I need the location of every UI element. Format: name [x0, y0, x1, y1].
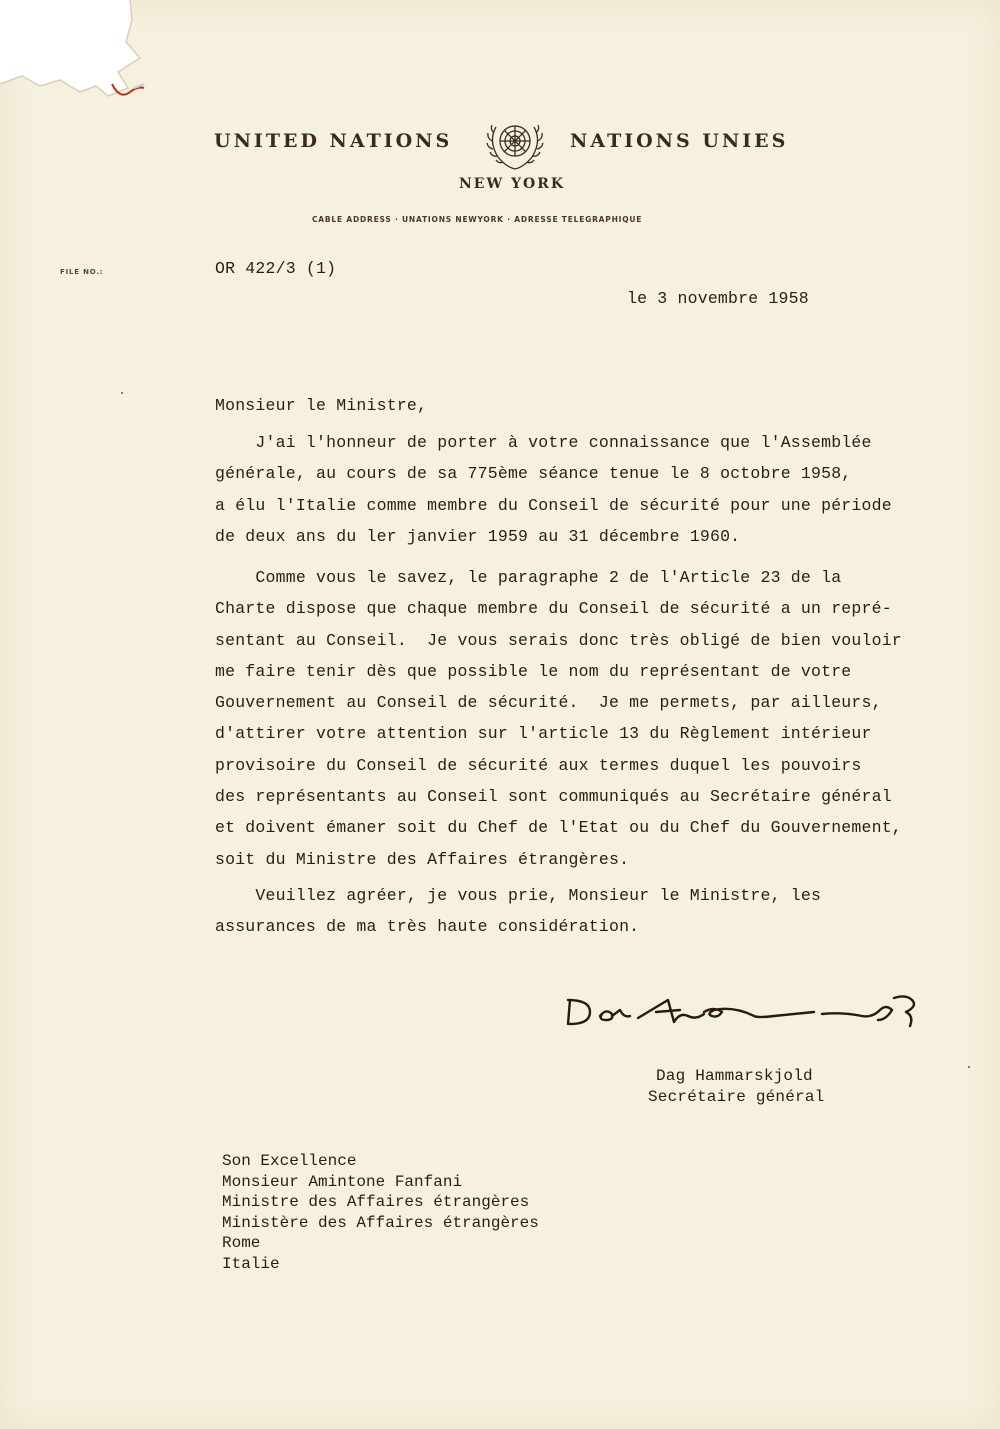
file-number-label: FILE NO.:: [60, 268, 104, 276]
paragraph-line: sentant au Conseil. Je vous serais donc très obligé de bien vouloir: [215, 630, 902, 650]
letterhead-city: NEW YORK: [459, 176, 566, 192]
signatory-title: Secrétaire général: [648, 1088, 825, 1106]
paragraph-line: et doivent émaner soit du Chef de l'Etat ou du Chef du Gouvernement,: [215, 818, 902, 838]
recipient-address: [222, 1151, 539, 1275]
signatory-name: Dag Hammarskjold: [656, 1067, 813, 1085]
paper-speck: [968, 1066, 970, 1068]
letterhead-cable-address: CABLE ADDRESS · UNATIONS NEWYORK · ADRESSE TELEGRAPHIQUE: [312, 215, 643, 224]
paragraph-line: générale, au cours de sa 775ème séance tenue le 8 octobre 1958,: [215, 464, 852, 484]
address-line: Son Excellence: [222, 1152, 357, 1170]
paragraph-line: Charte dispose que chaque membre du Conseil de sécurité a un repré-: [215, 599, 892, 619]
paragraph-line: de deux ans du ler janvier 1959 au 31 décembre 1960.: [215, 526, 741, 546]
paragraph-line: Comme vous le savez, le paragraphe 2 de l'Article 23 de la: [215, 568, 842, 587]
paper-speck: [121, 392, 123, 394]
address-line: Ministre des Affaires étrangères: [222, 1193, 530, 1212]
paragraph-representative-request: [215, 562, 902, 875]
salutation: Monsieur le Ministre,: [215, 396, 428, 415]
paragraph-line: Gouvernement au Conseil de sécurité. Je me permets, par ailleurs,: [215, 693, 882, 713]
paragraph-line: des représentants au Conseil sont communiqués au Secrétaire général: [215, 787, 892, 807]
address-line: Rome: [222, 1234, 261, 1253]
paragraph-line: a élu l'Italie comme membre du Conseil de sécurité pour une période: [215, 495, 892, 515]
paragraph-line: assurances de ma très haute considération.: [215, 917, 640, 937]
paragraph-line: Veuillez agréer, je vous prie, Monsieur le Ministre, les: [215, 886, 822, 905]
paragraph-line: soit du Ministre des Affaires étrangères.: [215, 849, 630, 869]
letterhead-org-english: UNITED NATIONS: [214, 130, 453, 152]
letter-date: le 3 novembre 1958: [627, 289, 809, 308]
letterhead-org-french: NATIONS UNIES: [570, 130, 789, 152]
address-line: Italie: [222, 1254, 280, 1273]
un-emblem-icon: [482, 113, 548, 173]
torn-corner: [0, 0, 160, 110]
paragraph-line: me faire tenir dès que possible le nom du représentant de votre: [215, 661, 852, 681]
paragraph-closing: [215, 880, 821, 943]
paragraph-line: d'attirer votre attention sur l'article 13 du Règlement intérieur: [215, 724, 872, 744]
paragraph-line: J'ai l'honneur de porter à votre connaissance que l'Assemblée: [215, 433, 872, 452]
reference-number: OR 422/3 (1): [215, 259, 337, 278]
handwritten-signature: [560, 988, 950, 1038]
paragraph-line: provisoire du Conseil de sécurité aux termes duquel les pouvoirs: [215, 755, 862, 775]
paragraph-election-notice: [215, 427, 892, 552]
address-line: Ministère des Affaires étrangères: [222, 1213, 539, 1232]
address-line: Monsieur Amintone Fanfani: [222, 1172, 463, 1191]
